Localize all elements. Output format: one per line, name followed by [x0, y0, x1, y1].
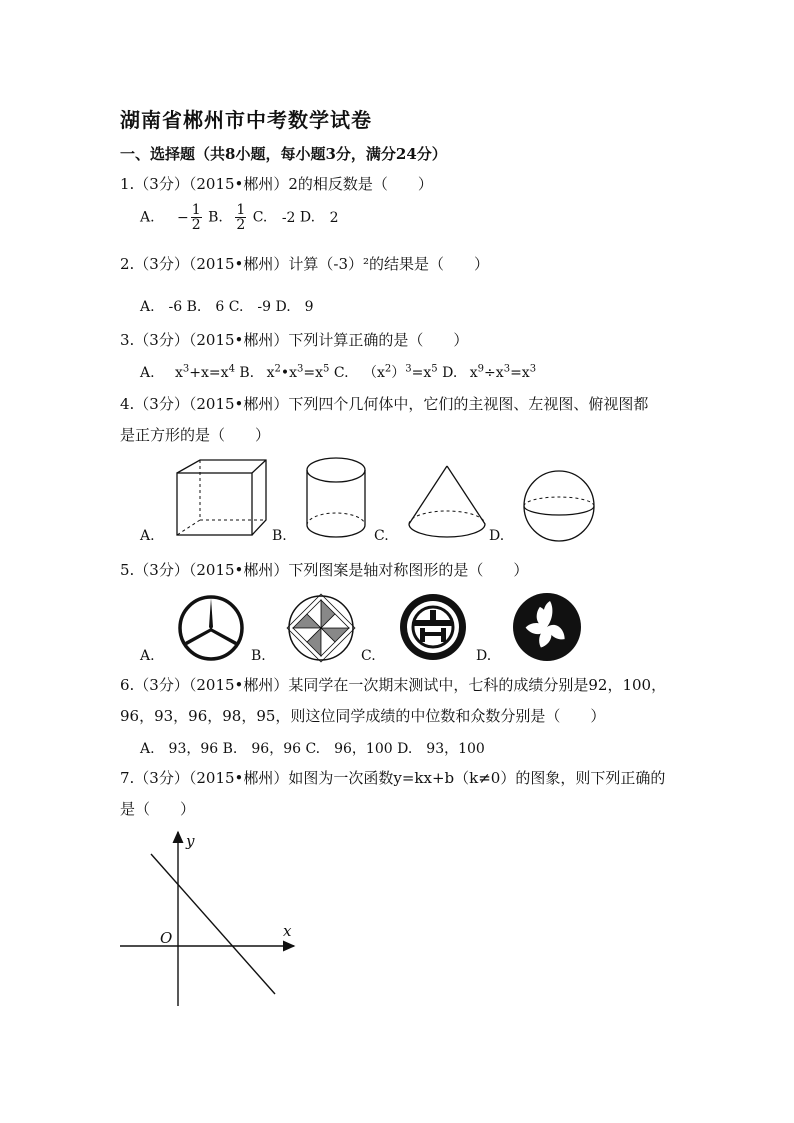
q3-c-e3: 5 — [431, 363, 438, 375]
q1-fraction-numerator: 1 — [191, 202, 201, 218]
q3-option-b-expr — [267, 365, 330, 381]
question-7-stem-line1: 7.（3分）（2015•郴州）如图为一次函数y=kx+b（k≠0）的图象，则下列正确的 — [120, 769, 666, 787]
q5-label-b: B. — [251, 648, 266, 664]
q3-d-e1: 9 — [477, 363, 485, 375]
cylinder-figure — [303, 455, 369, 540]
emblem-c-ring-logo — [398, 592, 468, 662]
q1-option-a-sign: − — [177, 209, 189, 226]
q3-c-e1: 2 — [384, 363, 392, 375]
q4-label-d: D. — [489, 528, 505, 544]
question-4-stem-line2: 是正方形的是（ ） — [120, 426, 271, 444]
q3-d-e3: 3 — [529, 363, 537, 375]
q3-b-t3: =x — [303, 365, 324, 381]
q3-option-c-label: C. — [333, 365, 349, 381]
graph-origin-label: O — [160, 929, 173, 947]
q3-d-t2: ÷x — [484, 365, 504, 381]
function-line — [151, 854, 275, 994]
cube-figure — [170, 458, 270, 538]
question-2-options: A. -6 B. 6 C. -9 D. 9 — [140, 299, 314, 315]
q3-a-t1: x — [175, 365, 183, 381]
q1-fraction-b-denominator: 2 — [236, 217, 246, 233]
q4-label-c: C. — [374, 528, 389, 544]
q3-b-e2: 3 — [297, 363, 304, 375]
emblem-b-pinwheel — [287, 594, 355, 662]
q3-option-d-label: D. — [442, 365, 458, 381]
q3-option-a-label: A. — [140, 365, 155, 381]
question-1-options — [140, 203, 338, 232]
q5-label-d: D. — [476, 648, 492, 664]
q3-d-t3: =x — [510, 365, 530, 381]
question-5-stem: 5.（3分）（2015•郴州）下列图案是轴对称图形的是（ ） — [120, 561, 529, 579]
q5-label-a: A. — [140, 648, 155, 664]
question-6-options: A. 93，96 B. 96，96 C. 96，100 D. 93，100 — [140, 741, 485, 757]
q1-option-d-value: 2 — [329, 209, 339, 226]
sphere-figure — [521, 468, 597, 544]
graph-x-label: x — [283, 922, 292, 940]
cone-figure — [406, 464, 488, 542]
question-4-stem-line1: 4.（3分）（2015•郴州）下列四个几何体中，它们的主视图、左视图、俯视图都 — [120, 395, 649, 413]
q1-option-b-label: B. — [208, 209, 223, 226]
question-7-stem-line2: 是（ ） — [120, 800, 196, 818]
question-6-stem-line1: 6.（3分）（2015•郴州）某同学在一次期末测试中，七科的成绩分别是92，100， — [120, 676, 667, 694]
q3-a-e2: 4 — [228, 363, 235, 375]
linear-function-graph — [118, 826, 308, 1011]
q3-option-b-label: B. — [239, 365, 255, 381]
question-6-stem-line2: 96，93，96，98，95，则这位同学成绩的中位数和众数分别是（ ） — [120, 707, 606, 725]
q4-label-a: A. — [140, 528, 155, 544]
q3-option-c-expr — [363, 365, 438, 381]
q1-option-c-label: C. — [252, 209, 268, 226]
q1-option-c-value: -2 — [281, 209, 296, 226]
question-3-options — [140, 362, 536, 382]
q3-b-t2: •x — [280, 365, 298, 381]
q3-d-e2: 3 — [503, 363, 511, 375]
q3-c-e2: 3 — [405, 363, 412, 375]
graph-y-label: y — [186, 832, 195, 850]
q3-a-t2: +x=x — [189, 365, 229, 381]
question-1-stem: 1.（3分）（2015•郴州）2的相反数是（ ） — [120, 175, 433, 193]
section-heading: 一、选择题（共8小题，每小题3分，满分24分） — [120, 145, 447, 163]
q3-a-e1: 3 — [182, 363, 190, 375]
q3-b-t1: x — [266, 365, 275, 381]
q3-c-t3: =x — [411, 365, 432, 381]
q1-fraction-b — [235, 203, 246, 232]
emblem-d-flower — [512, 592, 582, 662]
q1-option-a-label: A. — [140, 209, 155, 226]
q3-b-e3: 5 — [323, 363, 330, 375]
q5-label-c: C. — [361, 648, 376, 664]
emblem-a-three-pointed-star — [177, 594, 245, 662]
q3-d-t1: x — [469, 365, 478, 381]
q1-fraction-b-numerator: 1 — [236, 202, 246, 218]
page-title: 湖南省郴州市中考数学试卷 — [120, 108, 372, 132]
question-3-stem: 3.（3分）（2015•郴州）下列计算正确的是（ ） — [120, 331, 469, 349]
question-2-stem: 2.（3分）（2015•郴州）计算（-3）²的结果是（ ） — [120, 255, 490, 273]
q3-option-a-expr — [175, 365, 235, 381]
q3-b-e1: 2 — [274, 363, 281, 375]
q1-option-d-label: D. — [299, 209, 316, 226]
q3-option-d-expr — [470, 365, 536, 381]
q3-c-t2: ） — [391, 365, 406, 381]
q1-fraction — [191, 203, 202, 232]
q1-fraction-denominator: 2 — [191, 217, 201, 233]
q4-label-b: B. — [272, 528, 287, 544]
q3-c-t1: （x — [363, 365, 385, 381]
